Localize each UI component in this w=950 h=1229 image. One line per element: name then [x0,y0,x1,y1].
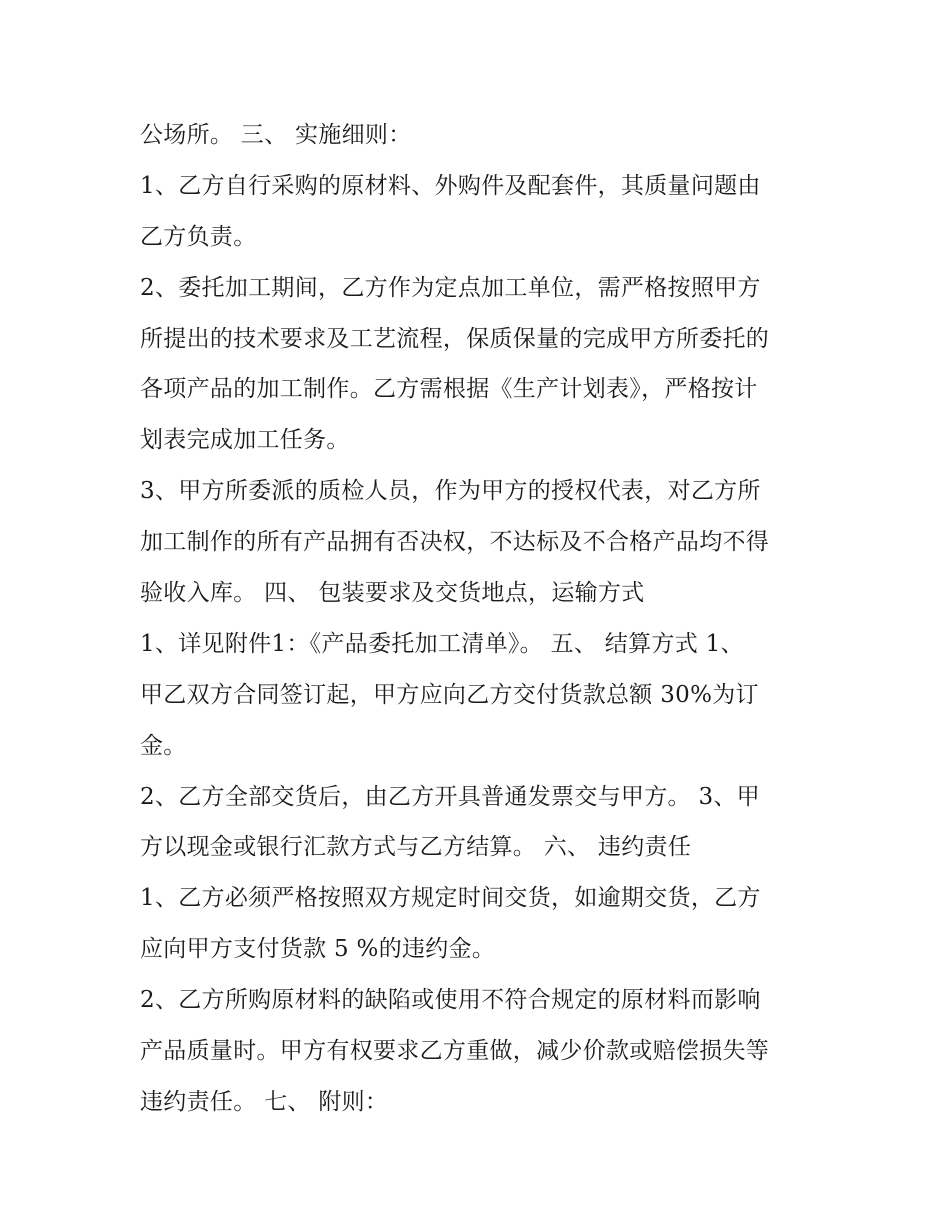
text-line: 方以现金或银行汇款方式与乙方结算。 六、 违约责任 [140,834,692,861]
text-line: 各项产品的加工制作。乙方需根据《生产计划表》，严格按计 [140,376,758,403]
text-line: 所提出的技术要求及工艺流程，保质保量的完成甲方所委托的 [140,325,770,352]
text-line: 违约责任。 七、 附则： [140,1088,389,1115]
text-line: 公场所。 三、 实施细则： [140,122,412,148]
document-body [140,110,820,1128]
text-line: 应向甲方支付货款 5 %的违约金。 [140,936,496,963]
text-line: 划表完成加工任务。 [140,427,350,454]
text-line: 甲乙双方合同签订起，甲方应向乙方交付货款总额 30%为订 [140,681,759,708]
text-line: 2、乙方全部交货后，由乙方开具普通发票交与甲方。 3、甲 [140,783,760,810]
text-line: 3、甲方所委派的质检人员，作为甲方的授权代表，对乙方所 [140,478,761,505]
text-line: 1、详见附件1：《产品委托加工清单》。 五、 结算方式 1、 [140,630,744,657]
text-line: 2、委托加工期间，乙方作为定点加工单位，需严格按照甲方 [140,274,761,301]
text-line: 产品质量时。甲方有权要求乙方重做，减少价款或赔偿损失等 [140,1038,770,1065]
text-line: 加工制作的所有产品拥有否决权，不达标及不合格产品均不得 [140,529,770,556]
text-line: 乙方负责。 [140,223,257,250]
text-line: 验收入库。 四、 包装要求及交货地点，运输方式 [140,580,645,607]
text-line: 1、乙方必须严格按照双方规定时间交货，如逾期交货，乙方 [140,885,761,912]
text-line: 1、乙方自行采购的原材料、外购件及配套件，其质量问题由 [140,172,761,199]
text-line: 金。 [140,732,187,759]
text-line: 2、乙方所购原材料的缺陷或使用不符合规定的原材料而影响 [140,987,761,1014]
